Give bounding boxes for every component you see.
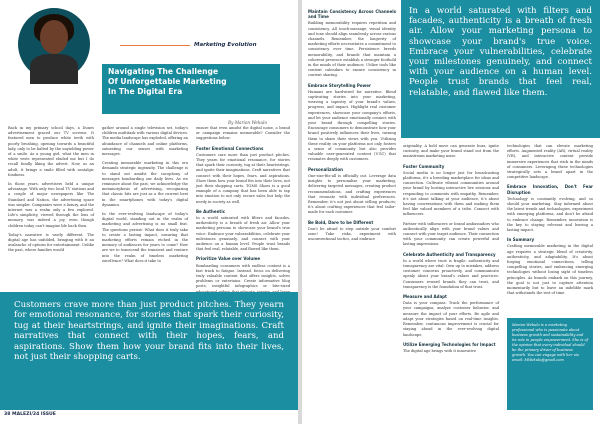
paragraph: Customers care more than just product pitches. They yearn for emotional resonance, for stories that spark their curiosity, tug at their heartstrings, and ignite their imaginations. Craft narratives that connect with their hopes, fears, and aspirations. Show them how your brand fits into their lives, not just their shopping carts. TOMS Shoes is a good example of a company that has been able to tap into emotion to not only secure sales but help the needy in society as well.	[196, 152, 290, 204]
paragraph: Don't be afraid to step outside your comfort zone! Take risks, experiment with unconventional tactics, and embrace	[308, 226, 396, 242]
paragraph: Crafting memorable marketing in the digital age requires a strategic blend of creativity, authenticity, and adaptability. It's about forging emotional connections, telling compelling stories, and embracing emerging technologies without losing sight of timeless principles. As brands embark on this journey, the goal is not just to capture attention momentarily but to leave an indelible mark that withstands the test of time.	[507, 244, 593, 296]
section-tag: Marketing Evolution	[194, 42, 257, 48]
section-tag-rule	[120, 45, 190, 46]
paragraph: gather around a single television set, today's children multitask with various digital devices. The media landscape has exploded, offering an abundance of channels and online platforms, saturating our senses with marketing messages.	[102, 126, 188, 157]
paragraph: Social media is no longer just for broadcasting platforms, it's a breeding marketplace for ideas and connection. Cultivate vibrant communities around your brand by hosting interactive live sessions and responding to comments with empathy. Remember, it's not about talking at your audience, it's about having conversations with them and making them feel like valued members of a tribe. Connect with influencers.	[403, 170, 499, 217]
paragraph: Data is your compass. Track the performance of your campaigns, analyze customer behavior, and measure the impact of your efforts. Be agile and adapt your strategies based on real-time insights. Remember, continuous improvement is crucial for staying ahead in the ever-evolving digital landscape.	[403, 301, 499, 337]
paragraph: originality. A bold move can generate buzz, ignite curiosity, and make your brand stand out from the mainstream marketing noise.	[403, 144, 499, 159]
body-column-1	[8, 126, 94, 290]
pull-quote: Customers crave more than just product pitches. They yearn for emotional resonance, for stories that spark their curiosity, tug at their heartstrings, and ignite their imaginations. Craft narratives that connect with their hopes, fears, and aspirations. Show them how your brand fits into their lives, not just their shopping carts.	[0, 292, 298, 410]
paragraph: In the ever-evolving landscape of today's digital world, standing out in the realm of marketing and advertising is no small feat. The questions persist: What does it truly take to create a lasting impact, ensuring that marketing efforts remain etched in the memory of audiences for years to come? How are we to transcend the transient and venture into the realm of timeless marketing excellence? What does it take to	[102, 212, 188, 263]
paragraph: ensure that even amidst the digital noise, a brand or campaign remains memorable? Consider the suggestions below:	[196, 126, 290, 141]
subheading: Prioritize Value over Volume	[196, 256, 261, 262]
paragraph: Creating memorable marketing in this era demands strategic ingenuity. The challenge is to stand out amidst the cacophony of messages bombarding our daily lives. As we reminisce about the past, we acknowledge the metamorphosis of advertising, recognizing that classic hits are just as a the current best in the smartphones with today's digital dynamics.	[102, 161, 188, 207]
subheading: Embrace Storytelling Power	[308, 82, 371, 88]
subheading: Embrace Innovation, Don't Fear Disruption	[507, 184, 593, 195]
pull-quote: In a world saturated with filters and facades, authenticity is a breath of fresh air. Allow your marketing persona to showcase your brand's true voice. Embrace your vulnerabilities, celebrate your milestones genuinely, and connect with your audience on a human level. People trust brands that feel real, relatable, and flawed like them.	[401, 0, 600, 138]
author-bio: Marion Wekulo is a marketing professional who is passionate about business growth and sustainability and its role in people empowerment. She is of the opinion that every individual should be the primary driver of business growth. You can engage with her via email: MWekulo@gmail.com	[507, 318, 593, 410]
paragraph: In a world saturated with filters and facades, authenticity is a breath of fresh air. Allow your marketing persona to showcase your brand's true voice. Embrace your vulnerabilities, celebrate your milestones genuinely, and connect with your audience on a human level. People trust brands that feel real, relatable, and flawed like them.	[196, 216, 290, 252]
paragraph: Today's narrative is vastly different. The digital age has unfolded, bringing with it an avalanche of options for entertainment. Unlike the past, where families would	[8, 232, 94, 253]
subheading: In Summary	[507, 237, 535, 243]
paragraph: In a world where trust is fragile, authenticity and transparency are vital. Own up to mistakes, address customer concerns proactively, and communicate openly about your brand's values and practices. Consumers reward brands they can trust, and transparency is the foundation of that trust.	[403, 258, 499, 289]
body-column-2	[102, 126, 188, 290]
paragraph: Back in my primary school days, a Dunes advertisement graced our TV screens. It featured men to produce white teeth with poorly brushing, opening towards a beautiful lady, only to be halted by the unyielding power of a smile. As a young girl, what the men in white vests represented eluded me but I do recall fondly liking the advert. Now, as an adult, it brings a smile filled with nostalgic fondness.	[8, 126, 94, 177]
paragraph: The digital age brings with it innovative	[403, 348, 476, 353]
article-title	[102, 64, 280, 114]
paragraph: Humans are hardwired for narrative. Blend captivating stories into your marketing, weaving a tapestry of your brand's values, progress, and impact. Highlight real customer experiences, showcase your company's efforts, and let your audience emotionally connect with your brand through compelling stories. Encourage consumers to demonstrate how your brand positively influences their lives, turning them to share their views with you. Utilizing these reality on your platforms not only fosters a sense of community but also provides valuable user-generated content (UGC) that resonates deeply with customers.	[308, 89, 396, 162]
right-page	[302, 0, 600, 424]
subheading: Foster Community	[403, 163, 445, 169]
paragraph: Partner with influencers or brand ambassadors who authentically align with your brand values and connect with your target audience. Their connection with your community can create powerful and lasting impressions.	[403, 221, 499, 247]
subheading: Measure and Adapt	[403, 294, 447, 300]
subheading: Foster Emotional Connections	[196, 145, 264, 151]
left-page	[0, 0, 298, 424]
subheading: Maintain Consistency Across Channels and Time	[308, 9, 396, 20]
paragraph: Technology is constantly evolving, and so should your marketing. Stay informed about the latest trends and technologies, experiment with emerging platforms, and don't be afraid to embrace change. Remember, innovation is the key to staying relevant and leaving a lasting impact.	[507, 196, 593, 233]
title-line: Navigating The Challenge	[108, 67, 219, 76]
subheading: Be Bold, Dare to be Different	[308, 219, 374, 225]
body-column-1	[308, 6, 396, 416]
paragraph: technologies that can elevate marketing efforts. Augmented reality (AR), virtual reality (VR), and interactive content provide immersive experiences that stick in the minds of consumers. Leveraging these technologies strategically sets a brand apart in the competitive landscape.	[507, 144, 593, 180]
subheading: Utilize Emerging Technologies for Impact	[403, 341, 496, 347]
author-photo	[18, 8, 90, 80]
byline: By Marion Wekulo	[228, 120, 267, 125]
subheading: Be Authentic	[196, 208, 226, 214]
body-column-3	[196, 126, 290, 290]
title-line: In The Digital Era	[108, 87, 183, 96]
paragraph: In those years, advertisers held a unique advantage. With only two local TV stations and a couple of major newspapers like The Standard and Nation, the advertising space was simpler. Companies were a luxury, and the internet was a realm only a few explored. Life's simplicity, viewed through the lens of memory, was indeed a joy, even though children today can't imagine life back then.	[8, 182, 94, 228]
paragraph: Bombarding consumers with endless content is a fast track to fatigue. Instead, focus on delivering truly valuable content that offers insights, solves problems or entertains. Create informative blog posts, insightful infographics or bite-sized	[196, 263, 290, 289]
subheading: Celebrate Authenticity and Transparency	[403, 251, 496, 257]
title-line: Of Unforgettable Marketing	[108, 77, 227, 86]
body-column-3	[507, 144, 593, 314]
paragraph: One-size-fits-all is officially out. Leverage data insights to personalize your marketing, delivering targeted messages, creating product recommendations, and crafting experiences that resonate with individual preferences. Remember, it's not just about selling products; it's about crafting experiences that feel tailor-made for each customer.	[308, 173, 396, 215]
paragraph: Building memorability requires repetition and consistency. All touch-message, visual identity and tone should align seamlessly across various channels. Remember, the longevity of marketing efforts necessitates a commitment to consistency over time. Persistence breeds memorability, and brands that maintain a coherent presence establish a stronger foothold in the minds of their audience. Utilize tools like content calendars to ensure consistency in content sharing.	[308, 21, 396, 78]
subheading: Personalization	[308, 166, 343, 172]
body-column-2	[403, 144, 499, 416]
page-folio: 38 MALEZI/24 ISSUE	[4, 412, 56, 417]
